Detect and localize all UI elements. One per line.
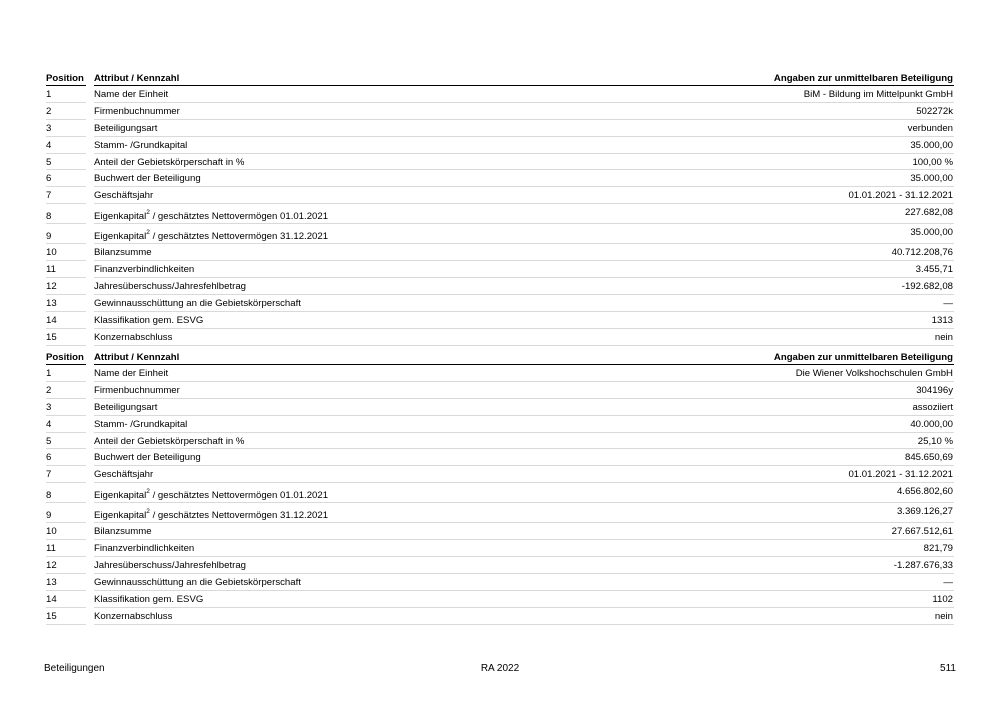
row-position: 1 bbox=[46, 367, 52, 379]
attribute-main: Eigenkapital bbox=[94, 510, 147, 522]
table-row bbox=[46, 523, 954, 540]
row-attribute: Klassifikation gem. ESVG bbox=[94, 593, 204, 605]
row-attribute-text bbox=[94, 510, 328, 521]
attribute-main: Eigenkapital bbox=[94, 231, 147, 243]
table-row bbox=[46, 244, 954, 261]
row-position: 5 bbox=[46, 435, 52, 447]
footer-page-number: 511 bbox=[940, 663, 956, 674]
row-position: 14 bbox=[46, 593, 57, 605]
row-position: 15 bbox=[46, 610, 57, 622]
row-attribute: Klassifikation gem. ESVG bbox=[94, 314, 204, 326]
row-value: -1.287.676,33 bbox=[893, 559, 953, 571]
row-attribute: Finanzverbindlichkeiten bbox=[94, 264, 195, 276]
table-row bbox=[46, 261, 954, 278]
row-value: 27.667.512,61 bbox=[891, 526, 953, 538]
header-position: Position bbox=[46, 351, 84, 363]
table-row bbox=[46, 540, 954, 557]
table-row bbox=[46, 137, 954, 154]
row-position: 4 bbox=[46, 139, 52, 151]
row-position: 4 bbox=[46, 418, 52, 430]
table-row bbox=[46, 608, 954, 625]
row-attribute: Konzernabschluss bbox=[94, 610, 173, 622]
attribute-rest: / geschätztes Nettovermögen 01.01.2021 bbox=[149, 211, 329, 223]
row-position: 8 bbox=[46, 211, 52, 223]
footer-section-title: Beteiligungen bbox=[44, 663, 105, 674]
header-position: Position bbox=[46, 72, 84, 84]
table-row bbox=[46, 329, 954, 346]
row-value: 845.650,69 bbox=[904, 452, 953, 464]
row-value: assoziiert bbox=[912, 401, 953, 413]
row-attribute: Beteiligungsart bbox=[94, 122, 158, 134]
row-position: 7 bbox=[46, 190, 52, 202]
table-row bbox=[46, 449, 954, 466]
row-value: nein bbox=[934, 331, 953, 343]
attribute-main: Eigenkapital bbox=[94, 211, 147, 223]
table-row bbox=[46, 312, 954, 329]
table-row bbox=[46, 278, 954, 295]
table-row bbox=[46, 433, 954, 450]
row-attribute: Konzernabschluss bbox=[94, 331, 173, 343]
row-position: 5 bbox=[46, 156, 52, 168]
table-row bbox=[46, 154, 954, 171]
row-value: Die Wiener Volkshochschulen GmbH bbox=[795, 367, 953, 379]
row-position: 7 bbox=[46, 469, 52, 481]
row-position: 3 bbox=[46, 122, 52, 134]
row-value: 1313 bbox=[931, 314, 953, 326]
header-attribute: Attribut / Kennzahl bbox=[94, 72, 180, 84]
header-attribute: Attribut / Kennzahl bbox=[94, 351, 180, 363]
row-position: 9 bbox=[46, 510, 52, 522]
row-value: 100,00 % bbox=[912, 156, 953, 168]
row-attribute: Stamm- /Grundkapital bbox=[94, 418, 188, 430]
row-position: 3 bbox=[46, 401, 52, 413]
row-position: 9 bbox=[46, 231, 52, 243]
header-value: Angaben zur unmittelbaren Beteiligung bbox=[773, 351, 953, 363]
row-position: 12 bbox=[46, 280, 57, 292]
attribute-rest: / geschätztes Nettovermögen 01.01.2021 bbox=[149, 490, 329, 502]
footnote-marker: 2 bbox=[146, 488, 150, 496]
table-row bbox=[46, 466, 954, 483]
table-row bbox=[46, 483, 954, 503]
row-value: nein bbox=[934, 610, 953, 622]
row-divider bbox=[337, 624, 954, 625]
table-header-row bbox=[46, 70, 954, 86]
row-attribute-text bbox=[94, 231, 328, 242]
row-position: 2 bbox=[46, 105, 52, 117]
row-position: 13 bbox=[46, 576, 57, 588]
row-attribute-text bbox=[94, 490, 328, 501]
row-value: 3.455,71 bbox=[915, 264, 953, 276]
participation-table-1 bbox=[46, 70, 954, 346]
table-row bbox=[46, 382, 954, 399]
table-row bbox=[46, 416, 954, 433]
table-row bbox=[46, 187, 954, 204]
row-position: 10 bbox=[46, 247, 57, 259]
participation-table-2 bbox=[46, 349, 954, 625]
row-attribute: Firmenbuchnummer bbox=[94, 105, 180, 117]
row-divider bbox=[46, 345, 86, 346]
row-value: BiM - Bildung im Mittelpunkt GmbH bbox=[803, 88, 953, 100]
footer-report-name: RA 2022 bbox=[480, 663, 520, 674]
row-attribute: Finanzverbindlichkeiten bbox=[94, 543, 195, 555]
row-attribute-text bbox=[94, 211, 328, 222]
row-position: 13 bbox=[46, 297, 57, 309]
row-value: 01.01.2021 - 31.12.2021 bbox=[848, 190, 953, 202]
footnote-marker: 2 bbox=[146, 229, 150, 237]
row-position: 1 bbox=[46, 88, 52, 100]
table-row bbox=[46, 365, 954, 382]
row-value: 3.369.126,27 bbox=[896, 506, 953, 518]
table-row bbox=[46, 224, 954, 244]
row-attribute: Buchwert der Beteiligung bbox=[94, 452, 201, 464]
row-value: 4.656.802,60 bbox=[896, 486, 953, 498]
row-attribute: Beteiligungsart bbox=[94, 401, 158, 413]
page-footer bbox=[44, 663, 956, 677]
row-attribute: Gewinnausschüttung an die Gebietskörperschaft bbox=[94, 297, 301, 309]
row-position: 8 bbox=[46, 490, 52, 502]
row-attribute: Anteil der Gebietskörperschaft in % bbox=[94, 435, 245, 447]
row-attribute: Anteil der Gebietskörperschaft in % bbox=[94, 156, 245, 168]
row-attribute bbox=[94, 224, 376, 244]
row-value: 227.682,08 bbox=[904, 207, 953, 219]
row-divider bbox=[94, 624, 375, 625]
attribute-main: Eigenkapital bbox=[94, 490, 147, 502]
row-value: 304196y bbox=[916, 384, 953, 396]
row-attribute: Geschäftsjahr bbox=[94, 190, 154, 202]
row-attribute: Bilanzsumme bbox=[94, 247, 152, 259]
row-position: 11 bbox=[46, 264, 56, 276]
row-value: 35.000,00 bbox=[910, 227, 953, 239]
footnote-marker: 2 bbox=[146, 508, 150, 516]
row-value: -192.682,08 bbox=[901, 280, 953, 292]
row-attribute bbox=[94, 503, 376, 523]
row-attribute: Name der Einheit bbox=[94, 367, 169, 379]
table-row bbox=[46, 120, 954, 137]
row-position: 10 bbox=[46, 526, 57, 538]
header-value: Angaben zur unmittelbaren Beteiligung bbox=[773, 72, 953, 84]
row-divider bbox=[337, 345, 954, 346]
row-attribute: Stamm- /Grundkapital bbox=[94, 139, 188, 151]
row-position: 12 bbox=[46, 559, 57, 571]
row-attribute: Firmenbuchnummer bbox=[94, 384, 180, 396]
table-row bbox=[46, 103, 954, 120]
table-row bbox=[46, 399, 954, 416]
row-attribute: Geschäftsjahr bbox=[94, 469, 154, 481]
attribute-rest: / geschätztes Nettovermögen 31.12.2021 bbox=[149, 231, 329, 243]
row-attribute bbox=[94, 204, 376, 224]
row-divider bbox=[46, 624, 86, 625]
table-header-row bbox=[46, 349, 954, 365]
footnote-marker: 2 bbox=[146, 209, 150, 217]
row-value: 40.000,00 bbox=[910, 418, 953, 430]
table-row bbox=[46, 574, 954, 591]
row-value: verbunden bbox=[907, 122, 953, 134]
row-attribute: Jahresüberschuss/Jahresfehlbetrag bbox=[94, 280, 246, 292]
table-row bbox=[46, 557, 954, 574]
row-position: 2 bbox=[46, 384, 52, 396]
table-row bbox=[46, 86, 954, 103]
row-value: 01.01.2021 - 31.12.2021 bbox=[848, 469, 953, 481]
table-row bbox=[46, 295, 954, 312]
row-position: 6 bbox=[46, 173, 52, 185]
row-divider bbox=[94, 345, 375, 346]
attribute-rest: / geschätztes Nettovermögen 31.12.2021 bbox=[149, 510, 329, 522]
table-row bbox=[46, 170, 954, 187]
row-position: 14 bbox=[46, 314, 57, 326]
row-value: 35.000,00 bbox=[910, 139, 953, 151]
row-attribute: Jahresüberschuss/Jahresfehlbetrag bbox=[94, 559, 246, 571]
row-position: 15 bbox=[46, 331, 57, 343]
row-value: 1102 bbox=[932, 593, 953, 605]
row-value: 502272k bbox=[916, 105, 953, 117]
table-row bbox=[46, 591, 954, 608]
row-attribute: Buchwert der Beteiligung bbox=[94, 173, 201, 185]
table-row bbox=[46, 204, 954, 224]
table-row bbox=[46, 503, 954, 523]
row-position: 6 bbox=[46, 452, 52, 464]
row-attribute: Bilanzsumme bbox=[94, 526, 152, 538]
row-value: 35.000,00 bbox=[910, 173, 953, 185]
row-value: 821,79 bbox=[923, 543, 953, 555]
row-attribute bbox=[94, 483, 376, 503]
row-value: 25,10 % bbox=[917, 435, 953, 447]
row-attribute: Gewinnausschüttung an die Gebietskörperschaft bbox=[94, 576, 301, 588]
row-attribute: Name der Einheit bbox=[94, 88, 169, 100]
row-value: — bbox=[943, 576, 953, 588]
row-value: — bbox=[943, 297, 953, 309]
row-value: 40.712.208,76 bbox=[891, 247, 953, 259]
row-position: 11 bbox=[46, 543, 56, 555]
